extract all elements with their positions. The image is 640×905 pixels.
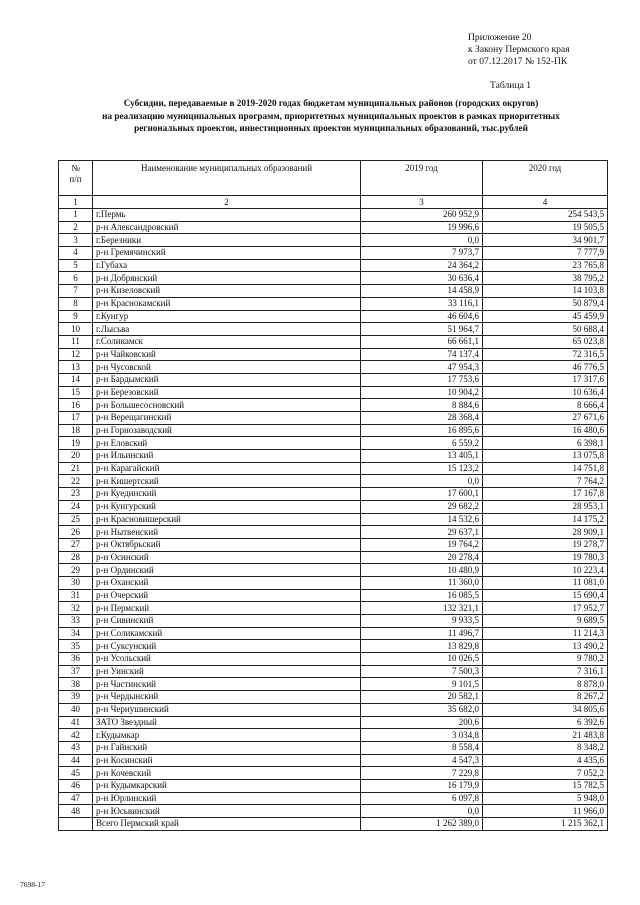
value-2020: 7 777,9	[483, 247, 608, 260]
row-num: 22	[59, 475, 93, 488]
row-num: 18	[59, 424, 93, 437]
value-2019: 6 097,8	[361, 792, 483, 805]
value-2020: 17 317,6	[483, 373, 608, 386]
value-2020: 14 103,8	[483, 285, 608, 298]
table-body	[59, 196, 608, 818]
header-row	[59, 161, 608, 196]
municipality-name: р-н Куединский	[93, 488, 361, 501]
municipality-name: р-н Сивинский	[93, 615, 361, 628]
value-2020: 19 780,3	[483, 551, 608, 564]
row-num: 34	[59, 627, 93, 640]
header-2019: 2019 год	[361, 161, 483, 196]
municipality-name: р-н Частинский	[93, 678, 361, 691]
table-row	[59, 665, 608, 678]
table-row	[59, 716, 608, 729]
header-num: № п/п	[59, 161, 93, 196]
value-2019: 0,0	[361, 234, 483, 247]
value-2020: 7 052,2	[483, 767, 608, 780]
row-num: 48	[59, 805, 93, 818]
row-num: 27	[59, 538, 93, 551]
row-num: 47	[59, 792, 93, 805]
value-2019: 6 559,2	[361, 437, 483, 450]
value-2019: 10 480,9	[361, 564, 483, 577]
appendix-line: к Закону Пермского края	[468, 44, 570, 55]
value-2019: 9 933,5	[361, 615, 483, 628]
table-row	[59, 399, 608, 412]
municipality-name: р-н Чусовской	[93, 361, 361, 374]
index-cell: 2	[93, 196, 361, 209]
value-2019: 16 085,5	[361, 589, 483, 602]
row-num: 36	[59, 653, 93, 666]
municipality-name: г.Соликамск	[93, 335, 361, 348]
row-num: 23	[59, 488, 93, 501]
value-2019: 35 682,0	[361, 703, 483, 716]
municipality-name: р-н Уинский	[93, 665, 361, 678]
municipality-name: р-н Гремячинский	[93, 247, 361, 260]
municipality-name: р-н Осинский	[93, 551, 361, 564]
municipality-name: р-н Кочевский	[93, 767, 361, 780]
value-2019: 0,0	[361, 475, 483, 488]
value-2020: 19 505,5	[483, 221, 608, 234]
row-num: 40	[59, 703, 93, 716]
document-title	[58, 97, 604, 135]
value-2019: 19 764,2	[361, 538, 483, 551]
table-row	[59, 576, 608, 589]
table-row	[59, 209, 608, 222]
row-num: 21	[59, 462, 93, 475]
row-num: 11	[59, 335, 93, 348]
value-2019: 16 895,6	[361, 424, 483, 437]
table-row	[59, 373, 608, 386]
value-2019: 47 954,3	[361, 361, 483, 374]
row-num: 30	[59, 576, 93, 589]
value-2020: 11 081,0	[483, 576, 608, 589]
row-num: 26	[59, 526, 93, 539]
table-row	[59, 754, 608, 767]
table-row	[59, 513, 608, 526]
row-num: 20	[59, 450, 93, 463]
municipality-name: р-н Краснокамский	[93, 297, 361, 310]
value-2020: 17 952,7	[483, 602, 608, 615]
value-2020: 4 435,6	[483, 754, 608, 767]
table-row	[59, 259, 608, 272]
table-row	[59, 703, 608, 716]
value-2020: 17 167,8	[483, 488, 608, 501]
index-row	[59, 196, 608, 209]
value-2020: 11 966,0	[483, 805, 608, 818]
header-name: Наименование муниципальных образований	[93, 161, 361, 196]
table-row	[59, 640, 608, 653]
value-2020: 15 690,4	[483, 589, 608, 602]
table-row	[59, 247, 608, 260]
table-row	[59, 488, 608, 501]
title-line: региональных проектов, инвестиционных проектов муниципальных образований, тыс.рублей	[134, 123, 528, 134]
index-cell: 3	[361, 196, 483, 209]
municipality-name: р-н Еловский	[93, 437, 361, 450]
row-num: 32	[59, 602, 93, 615]
value-2019: 7 973,7	[361, 247, 483, 260]
value-2019: 16 179,9	[361, 779, 483, 792]
row-num: 4	[59, 247, 93, 260]
municipality-name: г.Лысьва	[93, 323, 361, 336]
row-num: 28	[59, 551, 93, 564]
value-2020: 50 879,4	[483, 297, 608, 310]
municipality-name: р-н Соликамский	[93, 627, 361, 640]
value-2020: 45 459,9	[483, 310, 608, 323]
value-2020: 15 782,5	[483, 779, 608, 792]
value-2020: 21 483,8	[483, 729, 608, 742]
total-row	[59, 818, 608, 831]
value-2020: 13 075,8	[483, 450, 608, 463]
value-2019: 14 458,9	[361, 285, 483, 298]
table-row	[59, 462, 608, 475]
municipality-name: р-н Александровский	[93, 221, 361, 234]
value-2019: 66 661,1	[361, 335, 483, 348]
municipality-name: р-н Горнозаводский	[93, 424, 361, 437]
value-2020: 9 689,5	[483, 615, 608, 628]
row-num: 17	[59, 412, 93, 425]
municipality-name: р-н Чайковский	[93, 348, 361, 361]
municipality-name: г.Пермь	[93, 209, 361, 222]
value-2019: 4 547,3	[361, 754, 483, 767]
municipality-name: р-н Большесосновский	[93, 399, 361, 412]
value-2019: 8 558,4	[361, 741, 483, 754]
municipality-name: ЗАТО Звездный	[93, 716, 361, 729]
value-2019: 132 321,1	[361, 602, 483, 615]
municipality-name: г.Кунгур	[93, 310, 361, 323]
value-2019: 30 636,4	[361, 272, 483, 285]
row-num: 3	[59, 234, 93, 247]
municipality-name: р-н Березовский	[93, 386, 361, 399]
index-cell: 1	[59, 196, 93, 209]
municipality-name: р-н Юсьвинский	[93, 805, 361, 818]
row-num: 2	[59, 221, 93, 234]
table-row	[59, 538, 608, 551]
row-num: 13	[59, 361, 93, 374]
municipality-name: р-н Ильинский	[93, 450, 361, 463]
municipality-name: р-н Нытвенский	[93, 526, 361, 539]
municipality-name: р-н Карагайский	[93, 462, 361, 475]
value-2020: 38 795,2	[483, 272, 608, 285]
value-2019: 20 582,1	[361, 691, 483, 704]
value-2020: 11 214,3	[483, 627, 608, 640]
row-num: 29	[59, 564, 93, 577]
table-row	[59, 589, 608, 602]
municipality-name: р-н Кунгурский	[93, 500, 361, 513]
row-num: 9	[59, 310, 93, 323]
row-num: 39	[59, 691, 93, 704]
row-num: 44	[59, 754, 93, 767]
municipality-name: р-н Усольский	[93, 653, 361, 666]
table-row	[59, 272, 608, 285]
value-2020: 34 901,7	[483, 234, 608, 247]
row-num: 33	[59, 615, 93, 628]
municipality-name: г.Губаха	[93, 259, 361, 272]
value-2019: 19 996,6	[361, 221, 483, 234]
value-2019: 29 637,1	[361, 526, 483, 539]
row-num: 5	[59, 259, 93, 272]
title-line: на реализацию муниципальных программ, приоритетных муниципальных проектов в рамках приоритетных	[102, 110, 560, 121]
value-2020: 8 878,0	[483, 678, 608, 691]
table-row	[59, 323, 608, 336]
row-num: 31	[59, 589, 93, 602]
row-num: 37	[59, 665, 93, 678]
value-2019: 24 364,2	[361, 259, 483, 272]
municipality-name: р-н Пермский	[93, 602, 361, 615]
table-row	[59, 386, 608, 399]
table-row	[59, 729, 608, 742]
municipality-name: г.Березники	[93, 234, 361, 247]
row-num: 1	[59, 209, 93, 222]
value-2019: 260 952,9	[361, 209, 483, 222]
total-2019: 1 262 389,0	[361, 818, 483, 831]
value-2019: 9 101,5	[361, 678, 483, 691]
table-row	[59, 678, 608, 691]
value-2019: 200,6	[361, 716, 483, 729]
subsidies-table	[58, 160, 608, 831]
table-row	[59, 450, 608, 463]
value-2019: 13 829,8	[361, 640, 483, 653]
municipality-name: р-н Красновишерский	[93, 513, 361, 526]
value-2019: 11 360,0	[361, 576, 483, 589]
table-row	[59, 234, 608, 247]
row-num: 42	[59, 729, 93, 742]
total-2020: 1 215 362,1	[483, 818, 608, 831]
table-row	[59, 475, 608, 488]
table-label: Таблица 1	[490, 80, 532, 91]
value-2020: 7 316,1	[483, 665, 608, 678]
value-2020: 65 023,8	[483, 335, 608, 348]
row-num: 41	[59, 716, 93, 729]
value-2020: 28 909,1	[483, 526, 608, 539]
municipality-name: р-н Косинский	[93, 754, 361, 767]
row-num: 16	[59, 399, 93, 412]
row-num: 43	[59, 741, 93, 754]
municipality-name: р-н Очерский	[93, 589, 361, 602]
municipality-name: р-н Кишертский	[93, 475, 361, 488]
value-2020: 50 688,4	[483, 323, 608, 336]
value-2020: 9 780,2	[483, 653, 608, 666]
row-num: 8	[59, 297, 93, 310]
value-2019: 51 964,7	[361, 323, 483, 336]
value-2020: 8 267,2	[483, 691, 608, 704]
table-row	[59, 348, 608, 361]
value-2019: 46 604,6	[361, 310, 483, 323]
value-2019: 14 532,6	[361, 513, 483, 526]
table-row	[59, 627, 608, 640]
table-row	[59, 297, 608, 310]
row-num: 38	[59, 678, 93, 691]
value-2020: 8 348,2	[483, 741, 608, 754]
table-row	[59, 653, 608, 666]
table-row	[59, 741, 608, 754]
row-num: 6	[59, 272, 93, 285]
row-num: 24	[59, 500, 93, 513]
value-2020: 72 316,5	[483, 348, 608, 361]
title-line: Субсидии, передаваемые в 2019-2020 годах бюджетам муниципальных районов (городских округов)	[123, 98, 539, 108]
value-2020: 6 392,6	[483, 716, 608, 729]
municipality-name: р-н Добрянский	[93, 272, 361, 285]
municipality-name: р-н Верещагинский	[93, 412, 361, 425]
value-2019: 7 500,3	[361, 665, 483, 678]
value-2020: 6 398,1	[483, 437, 608, 450]
table-row	[59, 805, 608, 818]
value-2020: 46 776,5	[483, 361, 608, 374]
value-2020: 28 953,1	[483, 500, 608, 513]
value-2020: 16 480,6	[483, 424, 608, 437]
value-2019: 8 884,6	[361, 399, 483, 412]
value-2020: 19 278,7	[483, 538, 608, 551]
table-row	[59, 500, 608, 513]
table-row	[59, 437, 608, 450]
total-label: Всего Пермский край	[93, 818, 361, 831]
row-num: 46	[59, 779, 93, 792]
total-num	[59, 818, 93, 831]
value-2019: 20 278,4	[361, 551, 483, 564]
municipality-name: р-н Чернушинский	[93, 703, 361, 716]
municipality-name: р-н Кизеловский	[93, 285, 361, 298]
table-row	[59, 615, 608, 628]
value-2019: 29 682,2	[361, 500, 483, 513]
value-2020: 14 751,8	[483, 462, 608, 475]
municipality-name: р-н Кудымкарский	[93, 779, 361, 792]
value-2020: 8 666,4	[483, 399, 608, 412]
row-num: 25	[59, 513, 93, 526]
municipality-name: р-н Оханский	[93, 576, 361, 589]
row-num: 14	[59, 373, 93, 386]
municipality-name: р-н Юрлинский	[93, 792, 361, 805]
value-2019: 11 496,7	[361, 627, 483, 640]
municipality-name: г.Кудымкар	[93, 729, 361, 742]
value-2019: 28 368,4	[361, 412, 483, 425]
value-2019: 0,0	[361, 805, 483, 818]
row-num: 19	[59, 437, 93, 450]
table-row	[59, 221, 608, 234]
header-2020: 2020 год	[483, 161, 608, 196]
table-row	[59, 792, 608, 805]
value-2020: 10 636,4	[483, 386, 608, 399]
document-code: 7698-17	[20, 880, 45, 889]
municipality-name: р-н Суксунский	[93, 640, 361, 653]
row-num: 10	[59, 323, 93, 336]
value-2020: 34 805,6	[483, 703, 608, 716]
value-2020: 5 948,0	[483, 792, 608, 805]
appendix-line: от 07.12.2017 № 152-ПК	[468, 56, 568, 67]
municipality-name: р-н Бардымский	[93, 373, 361, 386]
value-2020: 13 490,2	[483, 640, 608, 653]
value-2019: 74 137,4	[361, 348, 483, 361]
table-row	[59, 361, 608, 374]
table-row	[59, 602, 608, 615]
table-row	[59, 526, 608, 539]
municipality-name: р-н Гайнский	[93, 741, 361, 754]
appendix-line: Приложение 20	[468, 32, 532, 43]
table-row	[59, 412, 608, 425]
table-row	[59, 564, 608, 577]
row-num: 15	[59, 386, 93, 399]
value-2020: 254 543,5	[483, 209, 608, 222]
row-num: 45	[59, 767, 93, 780]
table-row	[59, 551, 608, 564]
value-2019: 15 123,2	[361, 462, 483, 475]
row-num: 35	[59, 640, 93, 653]
value-2019: 10 904,2	[361, 386, 483, 399]
value-2020: 7 764,2	[483, 475, 608, 488]
value-2019: 33 116,1	[361, 297, 483, 310]
municipality-name: р-н Ординский	[93, 564, 361, 577]
table-row	[59, 424, 608, 437]
value-2020: 27 671,6	[483, 412, 608, 425]
appendix-reference	[468, 32, 570, 68]
municipality-name: р-н Октябрьский	[93, 538, 361, 551]
value-2019: 13 405,1	[361, 450, 483, 463]
index-cell: 4	[483, 196, 608, 209]
value-2020: 14 175,2	[483, 513, 608, 526]
value-2019: 17 753,6	[361, 373, 483, 386]
table-row	[59, 310, 608, 323]
value-2019: 3 034,8	[361, 729, 483, 742]
table-row	[59, 691, 608, 704]
municipality-name: р-н Чердынский	[93, 691, 361, 704]
value-2020: 23 765,8	[483, 259, 608, 272]
table-row	[59, 779, 608, 792]
table-row	[59, 335, 608, 348]
table-row	[59, 767, 608, 780]
table-row	[59, 285, 608, 298]
value-2020: 10 223,4	[483, 564, 608, 577]
value-2019: 10 026,5	[361, 653, 483, 666]
row-num: 7	[59, 285, 93, 298]
row-num: 12	[59, 348, 93, 361]
value-2019: 7 229,8	[361, 767, 483, 780]
value-2019: 17 600,1	[361, 488, 483, 501]
